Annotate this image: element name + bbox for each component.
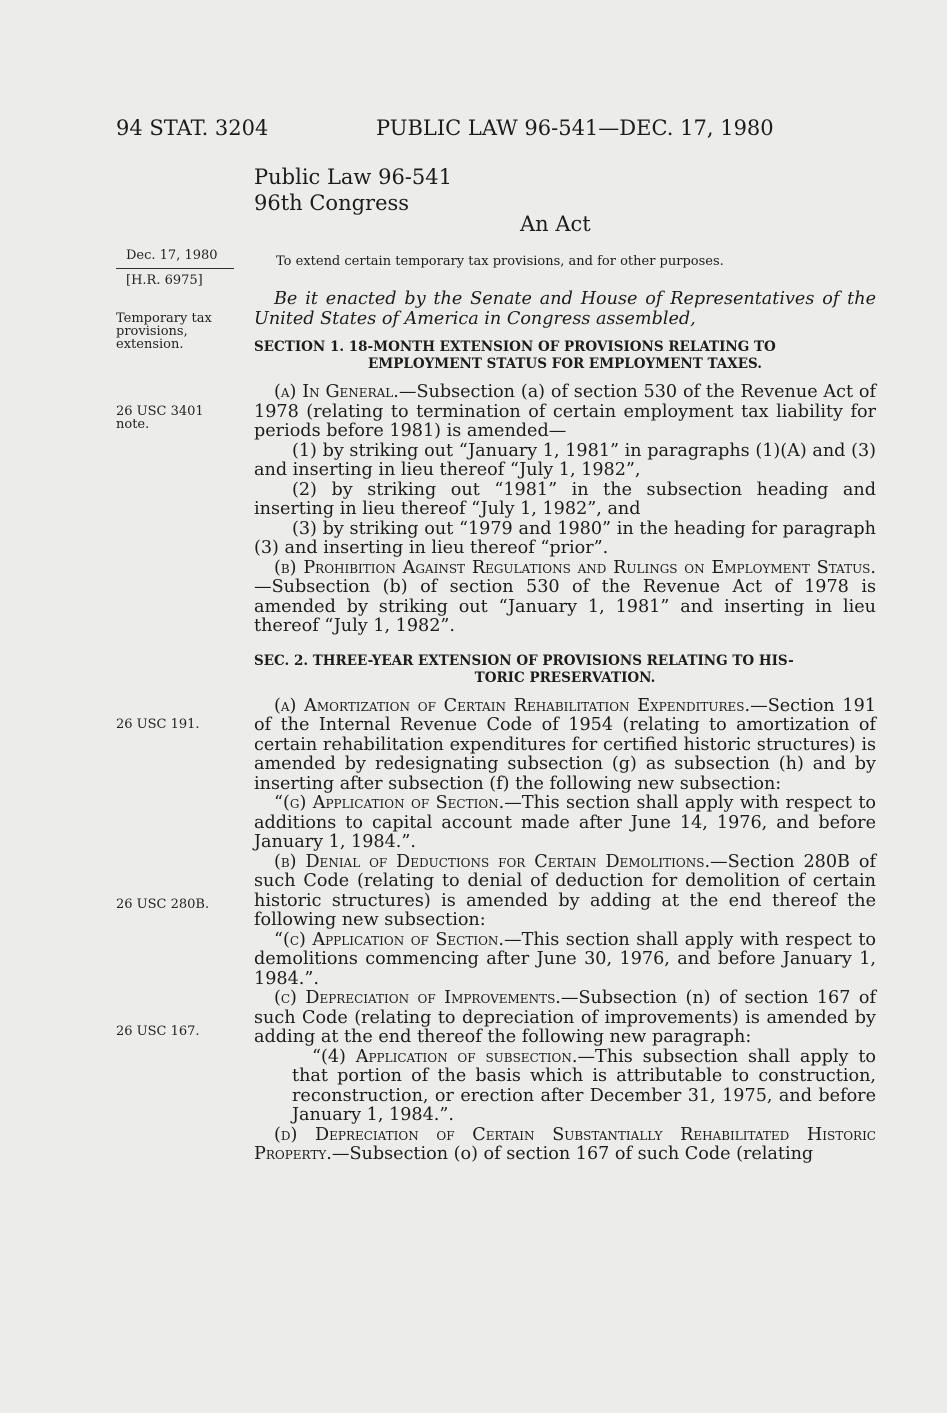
paragraph-2: (2) by striking out “1981” in the subsection heading and inserting in lieu thereof “July 1, 1982”, and [254, 479, 876, 519]
margin-subject-line: provisions, [116, 324, 188, 339]
subsection-text: —This section shall apply with respect to demolitions commencing after June 30, 1976, and before January 1, 1984.”. [254, 929, 876, 989]
subsection-text: —Section 280B of such Code (relating to denial of deduction for demolition of certain historic structures) is amended by adding at the end thereof the following new subsection: [254, 851, 876, 930]
section-2-heading-cont: TORIC PRESERVATION. [474, 669, 656, 686]
public-law-block [254, 164, 452, 216]
enacting-clause: Be it enacted by the Senate and House of Representatives of the United States of America in Congress assembled, [254, 289, 876, 329]
section-2-heading-line: SEC. 2. THREE-YEAR EXTENSION OF PROVISIONS RELATING TO HIS- [254, 652, 794, 669]
subsection-label: (b) Denial of Deductions for Certain Demolitions. [274, 851, 711, 872]
purpose-clause: To extend certain temporary tax provisions, and for other purposes. [276, 254, 724, 269]
margin-bill: [H.R. 6975] [116, 268, 234, 287]
margin-cite-line: 26 USC 3401 [116, 404, 204, 419]
congress: 96th Congress [254, 191, 410, 215]
subsection-text: —This section shall apply with respect to additions to capital account made after June 14, 1976, and before January 1, 1984.”. [254, 793, 876, 852]
quoted-paragraph-4 [254, 1048, 876, 1126]
section-2-heading [254, 653, 876, 687]
public-law-number: Public Law 96-541 [254, 165, 452, 189]
act-title: An Act [520, 212, 591, 236]
section-2-subsection-c [254, 989, 876, 1048]
margin-subject-line: extension. [116, 337, 184, 352]
section-1-subsection-a [254, 383, 876, 442]
running-header [116, 116, 886, 146]
section-1-heading-cont: EMPLOYMENT STATUS FOR EMPLOYMENT TAXES. [367, 356, 763, 372]
paragraph-1: (1) by striking out “January 1, 1981” in paragraphs (1)(A) and (3) and inserting in lieu thereof “July 1, 1982”, [254, 440, 876, 480]
section-2-subsection-b [254, 853, 876, 931]
statute-body [254, 290, 876, 1165]
subsection-text: —Subsection (o) of section 167 of such Code (relating [331, 1144, 814, 1164]
quoted-subsection-g [254, 794, 876, 853]
paragraph-3: (3) by striking out “1979 and 1980” in the heading for paragraph (3) and inserting in lieu thereof “prior”. [254, 518, 876, 558]
margin-subject [116, 312, 212, 351]
quoted-subsection-c [254, 931, 876, 990]
margin-cite-191: 26 USC 191. [116, 717, 200, 732]
subsection-text: —Subsection (b) of section 530 of the Revenue Act of 1978 is amended by striking out “January 1, 1981” and inserting in lieu thereof “July 1, 1982”. [254, 577, 876, 636]
margin-cite-280b: 26 USC 280B. [116, 897, 210, 912]
subsection-label: (d) Depreciation of Certain Substantially Rehabilitated Historic Property. [254, 1124, 876, 1164]
subsection-label: (b) Prohibition Against Regulations and Rulings on Employment Status. [274, 557, 876, 578]
subsection-label: (a) Amortization of Certain Rehabilitation Expenditures. [274, 695, 751, 716]
margin-subject-line: Temporary tax [116, 311, 212, 326]
margin-cite-3401 [116, 405, 204, 431]
subsection-label: “(c) Application of Section. [274, 929, 505, 950]
subsection-text: —Subsection (n) of section 167 of such Code (relating to depreciation of improvements) is amended by adding at the end thereof the following new paragraph: [254, 988, 876, 1047]
stat-page-number: 94 STAT. 3204 [116, 116, 269, 140]
subsection-text: —Subsection (a) of section 530 of the Revenue Act of 1978 (relating to termination of certain employment tax liability for periods before 1981) is amended— [254, 382, 876, 441]
margin-date-block [116, 249, 234, 287]
margin-date: Dec. 17, 1980 [126, 248, 218, 263]
section-1-heading-line: SECTION 1. 18-MONTH EXTENSION OF PROVISIONS RELATING TO [254, 339, 776, 355]
margin-cite-line: note. [116, 417, 150, 432]
subsection-text: —This subsection shall apply to that portion of the basis which is attributable to construction, reconstruction, or erection after December 31, 1975, and before January 1, 1984.”. [292, 1046, 876, 1125]
margin-cite-167: 26 USC 167. [116, 1024, 200, 1039]
subsection-label: (c) Depreciation of Improvements. [274, 988, 561, 1008]
subsection-label: “(4) Application of subsection. [312, 1046, 578, 1067]
running-title: PUBLIC LAW 96-541—DEC. 17, 1980 [376, 116, 774, 140]
section-1-subsection-b [254, 559, 876, 637]
subsection-label: “(g) Application of Section. [274, 793, 505, 813]
section-1-heading [254, 339, 876, 373]
subsection-label: (a) In General. [274, 382, 399, 402]
section-2-subsection-a [254, 697, 876, 795]
subsection-text: —Section 191 of the Internal Revenue Code of 1954 (relating to amortization of certain rehabilitation expenditures for certified historic structures) is amended by redesignating subsection (g) as subsection (h) and by inserting after subsection (f) the following new subsection: [254, 695, 876, 794]
section-2-subsection-d [254, 1126, 876, 1165]
